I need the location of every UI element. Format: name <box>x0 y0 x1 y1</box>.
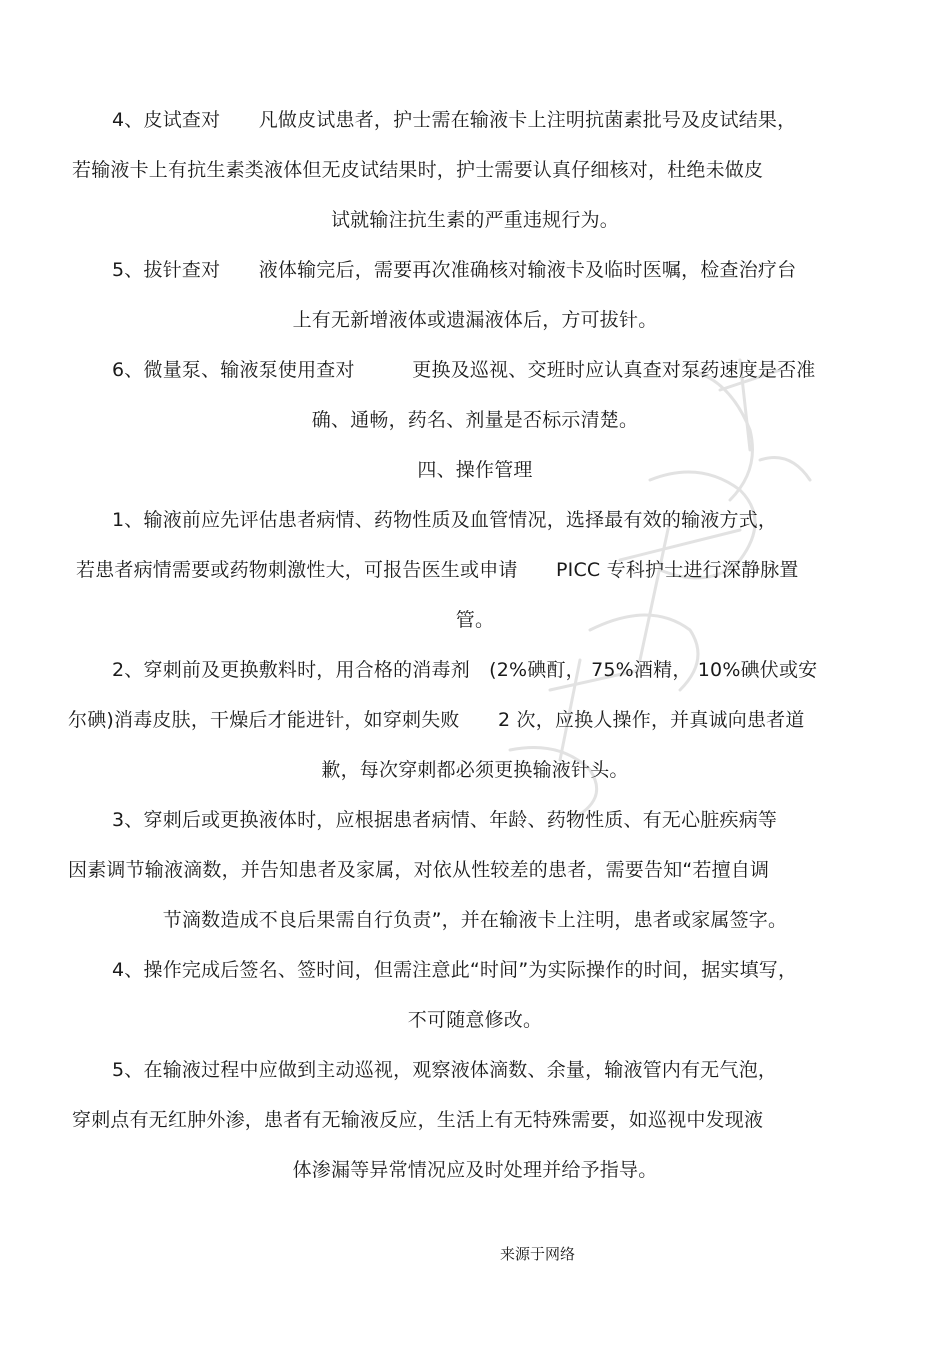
section-heading: 四、操作管理 <box>417 459 533 481</box>
text-line: 节滴数造成不良后果需自行负责”，并在输液卡上注明，患者或家属签字。 <box>162 909 788 931</box>
text-line: 试就输注抗生素的严重违规行为。 <box>330 209 619 231</box>
text-line: 穿刺点有无红肿外渗，患者有无输液反应，生活上有无特殊需要，如巡视中发现液 <box>72 1109 764 1131</box>
text-line: 上有无新增液体或遗漏液体后，方可拔针。 <box>292 309 658 331</box>
text-line: 6、微量泵、输液泵使用查对 更换及巡视、交班时应认真查对泵药速度是否准 <box>112 359 816 381</box>
text-line: 若患者病情需要或药物刺激性大，可报告医生或申请 PICC 专科护士进行深静脉置 <box>76 559 799 581</box>
text-line: 5、拔针查对 液体输完后，需要再次准确核对输液卡及临时医嘱，检查治疗台 <box>112 259 797 281</box>
text-line: 管。 <box>455 609 495 631</box>
text-line: 3、穿刺后或更换液体时，应根据患者病情、年龄、药物性质、有无心脏疾病等 <box>112 809 778 831</box>
text-line: 尔碘)消毒皮肤，干燥后才能进针，如穿刺失败 2 次，应换人操作，并真诚向患者道 <box>68 709 805 731</box>
source-footer: 来源于网络 <box>500 1245 576 1263</box>
text-line: 若输液卡上有抗生素类液体但无皮试结果时，护士需要认真仔细核对，杜绝未做皮 <box>72 159 764 181</box>
text-line: 1、输液前应先评估患者病情、药物性质及血管情况，选择最有效的输液方式， <box>112 509 778 531</box>
text-line: 体渗漏等异常情况应及时处理并给予指导。 <box>292 1159 658 1181</box>
text-line: 歉，每次穿刺都必须更换输液针头。 <box>321 759 629 781</box>
text-line: 确、通畅，药名、剂量是否标示清楚。 <box>311 409 639 431</box>
text-line: 因素调节输液滴数，并告知患者及家属，对依从性较差的患者，需要告知“若擅自调 <box>68 859 770 881</box>
text-line: 2、穿刺前及更换敷料时，用合格的消毒剂 (2%碘酊， 75%酒精， 10%碘伏或安 <box>112 659 818 681</box>
text-line: 4、皮试查对 凡做皮试患者，护士需在输液卡上注明抗菌素批号及皮试结果， <box>112 109 797 131</box>
text-line: 不可随意修改。 <box>407 1009 543 1031</box>
text-line: 4、操作完成后签名、签时间，但需注意此“时间”为实际操作的时间，据实填写， <box>112 959 798 981</box>
text-line: 5、在输液过程中应做到主动巡视，观察液体滴数、余量，输液管内有无气泡， <box>112 1059 778 1081</box>
